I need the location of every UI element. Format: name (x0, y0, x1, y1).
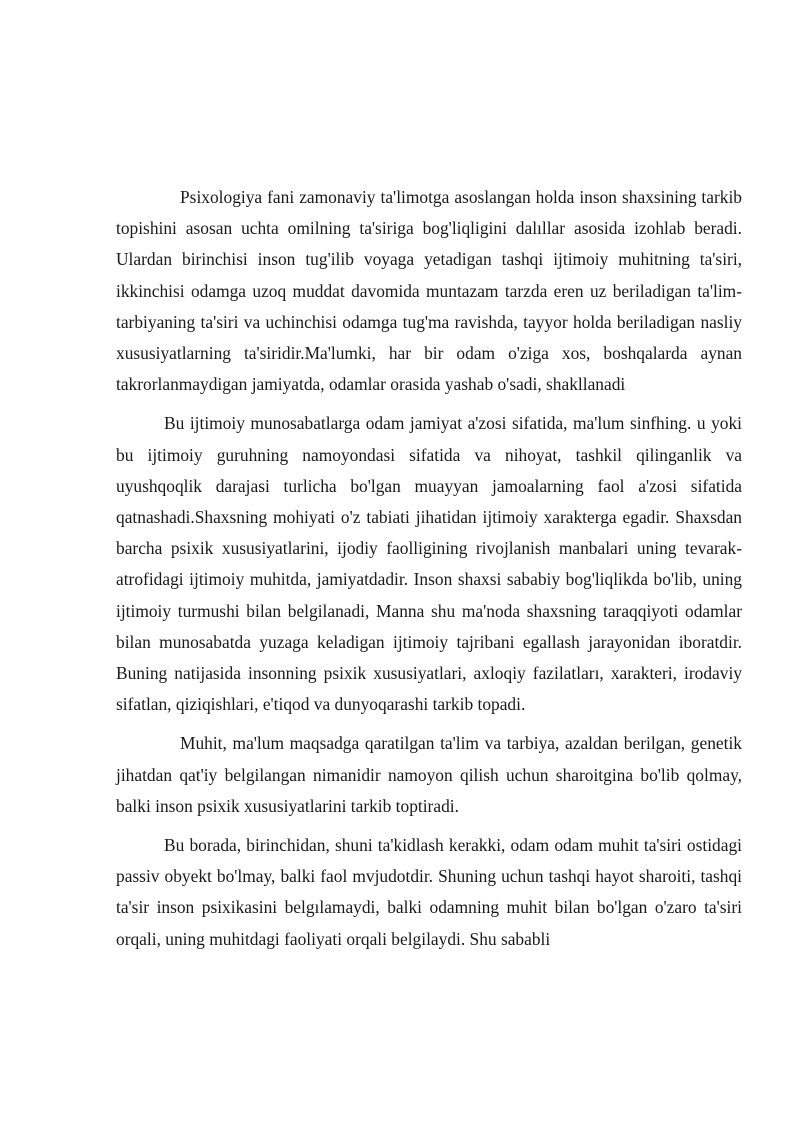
paragraph: Bu ijtimoiy munosabatlarga odam jamiyat a'zosi sifatida, ma'lum sinfhing. u yoki bu ijtimoiy guruhning namoyondasi sifatida va nihoyat, tashkil qilinganlik va uyushqoqlik darajasi turlicha bo'lgan muayyan jamoalarning faol a'zosi sifatida qatnashadi.Shaxsning mohiyati o'z tabiati jihatidan ijtimoiy xarakterga egadir. Shaxsdan barcha psixik xususiyatlarini, ijodiy faolligining rivojlanish manbalari uning tevarak-atrofidagi ijtimoiy muhitda, jamiyatdadir. Inson shaxsi sababiy bog'liqlikda bo'lib, uning ijtimoiy turmushi bilan belgilanadi, Manna shu ma'noda shaxsning taraqqiyoti odamlar bilan munosabatda yuzaga keladigan ijtimoiy tajribani egallash jarayonidan iboratdir. Buning natijasida insonning psixik xususiyatlari, axloqiy fazilatları, xarakteri, irodaviy sifatlan, qiziqishlari, e'tiqod va dunyoqarashi tarkib topadi. (116, 413, 742, 715)
paragraph: Psixologiya fani zamonaviy ta'limotga asoslangan holda inson shaxsining tarkib topishini asosan uchta omilning ta'siriga bog'liqligini dalıllar asosida izohlab beradi. Ulardan birinchisi inson tug'ilib voyaga yetadigan tashqi ijtimoiy muhitning ta'siri, ikkinchisi odamga uzoq muddat davomida muntazam tarzda eren uz beriladigan ta'lim-tarbiyaning ta'siri va uchinchisi odamga tug'ma ravishda, tayyor holda beriladigan nasliy xususiyatlarning ta'siridir.Ma'lumki, har bir odam o'ziga xos, boshqalarda aynan takrorlanmaydigan jamiyatda, odamlar orasida yashab o'sadi, shakllanadi (116, 187, 742, 395)
paragraph: Muhit, ma'lum maqsadga qaratilgan ta'lim va tarbiya, azaldan berilgan, genetik jihatdan qat'iy belgilangan nimanidir namoyon qilish uchun sharoitgina bo'lib qolmay, balki inson psixik xususiyatlarini tarkib toptiradi. (116, 733, 742, 816)
paragraph: Bu borada, birinchidan, shuni ta'kidlash kerakki, odam odam muhit ta'siri ostidagi passiv obyekt bo'lmay, balki faol mvjudotdir. Shuning uchun tashqi hayot sharoiti, tashqi ta'sir inson psixikasini belgılamaydi, balki odamning muhit bilan bo'lgan o'zaro ta'siri orqali, uning muhitdagi faoliyati orqali belgilaydi. Shu sababli (116, 835, 742, 949)
document-page (116, 182, 742, 955)
